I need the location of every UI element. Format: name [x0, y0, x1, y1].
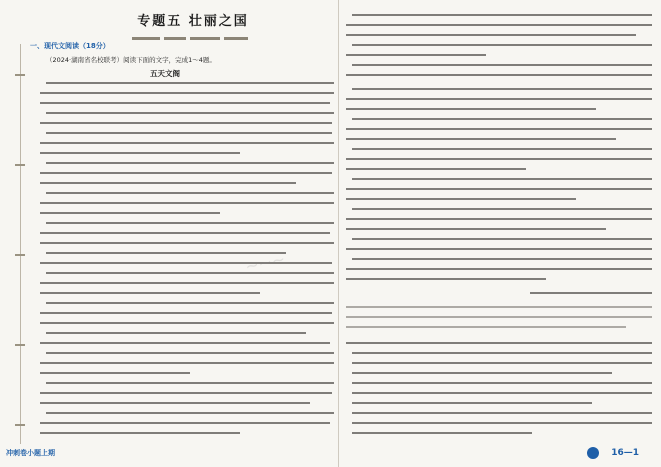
watermark-icon: ~~~: [243, 249, 287, 277]
text-line: [40, 122, 332, 124]
margin-mark: [15, 254, 25, 256]
text-line: [352, 178, 652, 180]
margin-mark: [15, 344, 25, 346]
text-line: [40, 372, 190, 374]
text-line: [40, 392, 332, 394]
text-line: [352, 208, 652, 210]
text-line: [346, 218, 652, 220]
logo-icon: [587, 447, 599, 459]
text-line: [346, 158, 652, 160]
text-line: [40, 342, 330, 344]
margin-mark: [15, 424, 25, 426]
text-line: [346, 54, 486, 56]
binding-margin: [0, 44, 40, 444]
text-line: [46, 222, 334, 224]
text-line: [346, 74, 652, 76]
text-line: [352, 372, 612, 374]
passage-title: 五天文阁: [150, 69, 180, 78]
text-line: [352, 148, 652, 150]
text-line: [46, 332, 306, 334]
text-line: [352, 258, 652, 260]
text-line: [40, 172, 332, 174]
text-line: [346, 188, 652, 190]
text-line: [352, 382, 652, 384]
margin-mark: [15, 74, 25, 76]
text-line: [46, 112, 334, 114]
text-line: [46, 82, 334, 84]
text-line: [346, 138, 616, 140]
text-line: [46, 192, 334, 194]
text-line: [346, 248, 652, 250]
text-line: [346, 326, 626, 328]
text-line: [346, 108, 596, 110]
section-heading: 一、现代文阅读（18分）: [30, 42, 110, 50]
text-line: [352, 402, 592, 404]
text-line: [352, 64, 652, 66]
text-line: [346, 278, 546, 280]
text-line: [46, 252, 286, 254]
page-number: 16—1: [611, 448, 639, 458]
text-line: [346, 306, 652, 308]
text-line: [40, 402, 310, 404]
margin-rule: [20, 44, 21, 444]
text-line: [346, 316, 652, 318]
text-line: [46, 382, 334, 384]
text-line: [40, 212, 220, 214]
text-line: [46, 412, 334, 414]
text-line: [346, 268, 652, 270]
text-line: [40, 292, 260, 294]
margin-mark: [15, 164, 25, 166]
text-line: [40, 322, 334, 324]
subtitle-line: [132, 28, 256, 36]
text-line: [40, 92, 334, 94]
text-line: [352, 44, 652, 46]
text-line: [46, 132, 332, 134]
right-column: [340, 0, 661, 467]
text-line: [352, 392, 652, 394]
text-line: [40, 102, 330, 104]
text-line: [352, 88, 652, 90]
text-line: [352, 362, 652, 364]
text-line: [352, 412, 652, 414]
text-line: [40, 362, 334, 364]
text-line: [346, 98, 652, 100]
footer-label: 冲刺卷小题上期: [6, 449, 55, 457]
text-line: [346, 34, 636, 36]
page-title: 专题五 壮丽之国: [137, 14, 249, 29]
text-line: [40, 182, 296, 184]
text-line: [40, 152, 240, 154]
text-line: [352, 422, 652, 424]
text-line: [46, 302, 334, 304]
text-line: [352, 432, 532, 434]
text-line: [40, 142, 334, 144]
question-intro: （2024·湖南省名校联考）阅读下面的文字，完成1～4题。: [46, 56, 216, 64]
text-line: [352, 118, 652, 120]
text-line: [346, 342, 652, 344]
text-line: [40, 422, 330, 424]
text-line: [346, 128, 652, 130]
text-line: [40, 282, 334, 284]
text-line: [40, 242, 334, 244]
text-line: [40, 432, 240, 434]
source-line: [530, 292, 652, 294]
text-line: [46, 162, 334, 164]
text-line: [40, 232, 330, 234]
text-line: [46, 352, 334, 354]
text-line: [40, 202, 334, 204]
text-line: [40, 312, 332, 314]
text-line: [346, 168, 526, 170]
text-line: [352, 352, 652, 354]
text-line: [352, 238, 652, 240]
text-line: [346, 228, 606, 230]
text-line: [352, 14, 652, 16]
text-line: [346, 198, 576, 200]
text-line: [346, 24, 652, 26]
text-line: [46, 272, 334, 274]
